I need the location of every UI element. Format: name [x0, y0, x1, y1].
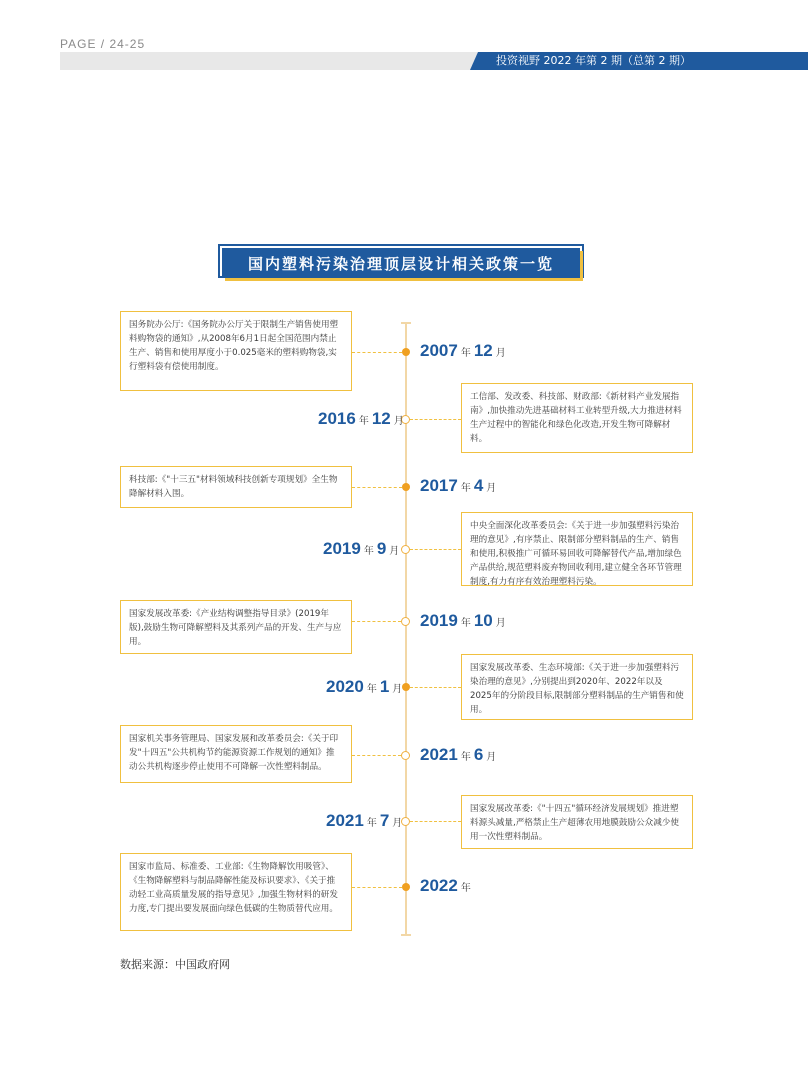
timeline-dot [402, 348, 410, 356]
timeline-dot [402, 883, 410, 891]
event-date-2020-1: 2020 年 1 月 [326, 677, 403, 696]
event-box-2019-10: 国家发展改革委:《产业结构调整指导目录》(2019年版),鼓励生物可降解塑料及其系列产品的开发、生产与应用。 [120, 600, 352, 654]
event-box-2020-1: 国家发展改革委、生态环境部:《关于进一步加强塑料污染治理的意见》,分别提出到2020年、2022年以及2025年的分阶段目标,限制部分塑料制品的生产销售和使用。 [461, 654, 693, 720]
header-bar-left [60, 52, 480, 70]
connector-line [352, 352, 402, 353]
axis-bottom-tick [401, 934, 411, 936]
event-date-2007-12: 2007 年 12 月 [420, 341, 506, 360]
journal-issue: 投资视野 2022 年第 2 期（总第 2 期） [496, 54, 691, 67]
connector-line [410, 821, 461, 822]
connector-line [352, 621, 401, 622]
event-date-2016-12: 2016 年 12 月 [318, 409, 404, 428]
event-date-2022: 2022 年 [420, 876, 471, 895]
event-box-2021-6: 国家机关事务管理局、国家发展和改革委员会:《关于印发"十四五"公共机构节约能源资源工作规划的通知》推动公共机构逐步停止使用不可降解一次性塑料制品。 [120, 725, 352, 783]
event-date-2021-6: 2021 年 6 月 [420, 745, 497, 764]
axis-top-tick [401, 322, 411, 324]
timeline-dot [401, 617, 410, 626]
page-label: PAGE / 24-25 [60, 37, 146, 51]
connector-line [352, 887, 402, 888]
event-box-2021-7: 国家发展改革委:《"十四五"循环经济发展规划》推进塑料源头减量,严格禁止生产超薄农用地膜鼓励公众减少使用一次性塑料制品。 [461, 795, 693, 849]
connector-line [352, 487, 402, 488]
event-date-2019-10: 2019 年 10 月 [420, 611, 506, 630]
connector-line [410, 687, 461, 688]
timeline-dot [401, 545, 410, 554]
data-source: 数据来源：中国政府网 [120, 958, 230, 971]
timeline-dot [401, 751, 410, 760]
event-box-2017-4: 科技部:《"十三五"材料领域科技创新专项规划》全生物降解材料入围。 [120, 466, 352, 508]
event-box-2007-12: 国务院办公厅:《国务院办公厅关于限制生产销售使用塑料购物袋的通知》,从2008年6月1日起全国范围内禁止生产、销售和使用厚度小于0.025毫米的塑料购物袋,实行塑料袋有偿使用制度。 [120, 311, 352, 391]
connector-line [410, 549, 461, 550]
event-box-2019-9: 中央全面深化改革委员会:《关于进一步加强塑料污染治理的意见》,有序禁止、限制部分塑料制品的生产、销售和使用,积极推广可循环易回收可降解替代产品,增加绿色产品供给,规范塑料废弃物回收利用,建立健全各环节管理制度,有力有序有效治理塑料污染。 [461, 512, 693, 586]
connector-line [410, 419, 461, 420]
connector-line [352, 755, 401, 756]
event-date-2019-9: 2019 年 9 月 [323, 539, 400, 558]
event-date-2017-4: 2017 年 4 月 [420, 476, 497, 495]
event-date-2021-7: 2021 年 7 月 [326, 811, 403, 830]
timeline-dot [402, 483, 410, 491]
chart-title: 国内塑料污染治理顶层设计相关政策一览 [222, 248, 580, 278]
event-box-2022: 国家市监局、标准委、工业部:《生物降解饮用吸管》、《生物降解塑料与制品降解性能及标识要求》、《关于推动轻工业高质量发展的指导意见》,加强生物材料的研发力度,专门提出要发展面向绿色低碳的生物质替代应用。 [120, 853, 352, 931]
event-box-2016-12: 工信部、发改委、科技部、财政部:《新材料产业发展指南》,加快推动先进基础材料工业转型升级,大力推进材料生产过程中的智能化和绿色化改造,开发生物可降解材料。 [461, 383, 693, 453]
